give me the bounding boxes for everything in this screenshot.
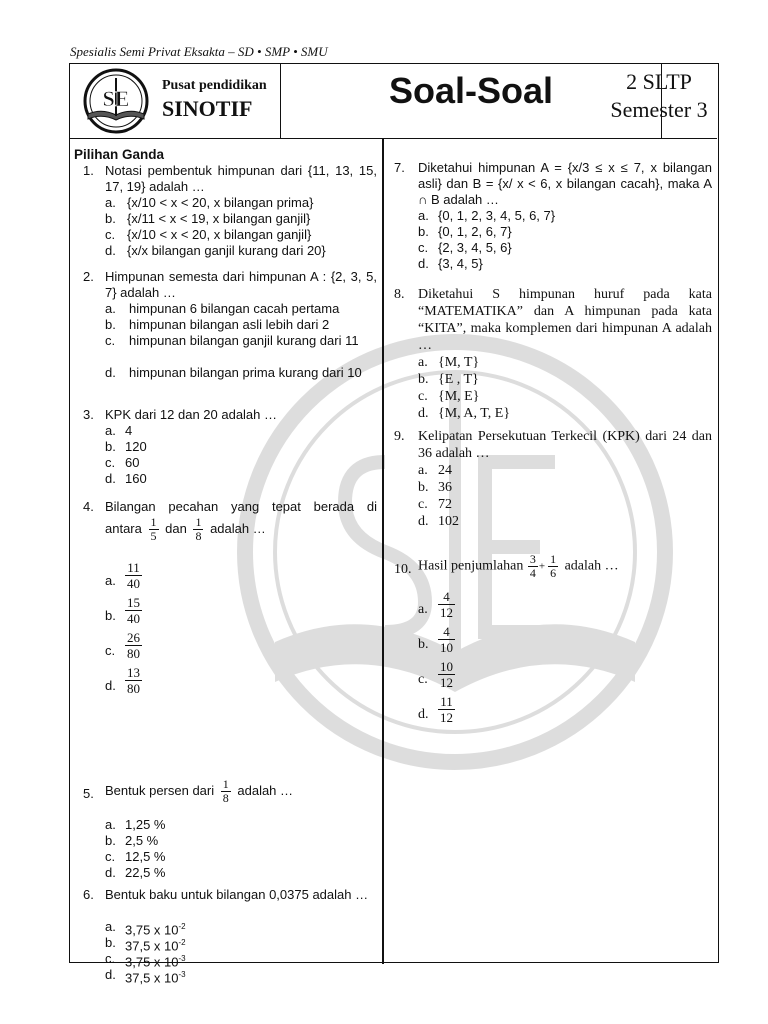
fraction-1-8: $\frac{1}{8}$ [195,515,202,543]
grade-label: 2 SLTP [626,69,692,94]
question-text: KPK dari 12 dan 20 adalah … [105,407,278,422]
page-title: Soal-Soal [388,70,554,111]
column-divider [382,138,384,964]
question-text: Himpunan semesta dari himpunan A : {2, 3, 5, 7} adalah … [105,269,377,300]
question-text: Bentuk persen dari $\frac{1}{8}$ adalah … [105,777,294,805]
fraction-1-5: $\frac{1}{5}$ [150,515,157,543]
fraction-1-8: $\frac{1}{8}$ [222,777,229,805]
question-number: 2. [83,269,94,284]
question-number: 6. [83,887,94,902]
header [70,64,717,139]
question-text-line2: antara $\frac{1}{5}$ dan $\frac{1}{8}$ adalah … [105,515,266,543]
question-number: 4. [83,499,94,514]
tagline: Spesialis Semi Privat Eksakta – SD • SMP • SMU [70,44,328,59]
question-text: Diketahui himpunan A = {x/3 ≤ x ≤ 7, x bilangan asli} dan B = {x/ x < 6, x bilangan cacah}, maka A ∩ B adalah … [418,160,712,207]
question-number: 10. [394,562,412,577]
org-subtitle: Pusat pendidikan [162,78,267,93]
question-number: 1. [83,163,94,178]
question-text: Diketahui S himpunan huruf pada kata “MATEMATIKA” dan A himpunan pada kata “KITA”, maka komplemen dari himpunan A adalah … [418,287,712,353]
org-name: SINOTIF [162,96,253,121]
logo-cell [70,64,281,138]
question-number: 5. [83,786,94,801]
question-number: 3. [83,407,94,422]
question-text: Notasi pembentuk himpunan dari {11, 13, 15, 17, 19} adalah … [105,163,377,194]
logo-text: SE [102,86,130,111]
question-text: Hasil penjumlahan $\frac{3}{4}$ + $\frac{1}{6}$ adalah … [418,552,619,580]
question-text: Bilangan pecahan yang tepat berada di [105,499,377,514]
sinotif-logo-icon [76,68,156,134]
fraction-3-4: $\frac{3}{4}$ [529,552,536,580]
question-text: Kelipatan Persekutuan Terkecil (KPK) dari 24 dan 36 adalah … [418,429,712,461]
worksheet: SE Pusat pendidikan SINOTIF Soal-Soal 2 SLTP Semester 3 Pilihan Ganda 1. Notasi pembentuk himpunan dari {11, 13, 15, 17, 19} adalah … a. {x/10 < x < 20, x bilangan prima} b. {x/11 < x < 19, x bilangan ganjil} c. {x/10 < x < 20, x bilangan ganjil} d. {x/x bilangan ganjil kurang dari 20} 2. Himpunan semesta dari himpunan A : {2, 3, 5, 7} adalah … a. himpunan 6 bilangan cacah pertama b. himpunan bilangan asli lebih dari 2 c. himpunan bilangan ganjil kurang dari 11 d. himpunan bilangan prima kurang dari 10 3. KPK dari 12 dan 20 adalah … a. 4 b. 120 c. 60 d. 160 4. Bilangan pecahan yang tepat berada di antara $\frac{1}{5}$ dan $\frac{1}{8}$ adalah … a. $\frac{11}{40}$ b. $\frac{15}{40}$ c. $\frac{26}{80}$ d. $\frac{13}{80}$ 5. Bentuk persen dari $\frac{1}{8}$ adalah … a. 1,25 % b. 2,5 % c. 12,5 % d. 22,5 % 6. Bentuk baku untuk bilangan 0,0375 adalah … a. 3,75 x $10^{-2}$ b. 37,5 x $10^{-2}$ c. 3,75 x $10^{-3}$ d. 37,5 x $10^{-3}$ 7. Diketahui himpunan A = {x/3 ≤ x ≤ 7, x bilangan asli} dan B = {x/ x < 6, x bilangan cacah}, maka A ∩ B adalah … a. {0, 1, 2, 3, 4, 5, 6, 7} b. {0, 1, 2, 6, 7} c. {2, 3, 4, 5, 6} d. {3, 4, 5} 8. Diketahui S himpunan huruf pada kata “MATEMATIKA” dan A himpunan pada kata “KITA”, maka komplemen dari himpunan A adalah … a. {M, T} b. {E , T} c. {M, E} d. {M, A, T, E} 9. Kelipatan Persekutuan Terkecil (KPK) dari 24 dan 36 adalah … a. 24 b. 36 c. 72 d. 102 10. Hasil penjumlahan $\frac{3}{4}$ + $\frac{1}{6}$ adalah … a. $\frac{4}{12}$ b. $\frac{4}{10}$ c. $\frac{10}{12}$ d. $\frac{11}{12}$ [69,63,719,963]
question-number: 9. [394,429,405,444]
semester-label: Semester 3 [610,97,708,122]
question-number: 8. [394,287,405,302]
question-number: 7. [394,160,405,175]
fraction-1-6: $\frac{1}{6}$ [550,552,557,580]
grade-cell [595,68,723,124]
question-text: Bentuk baku untuk bilangan 0,0375 adalah … [105,887,369,902]
section-title: Pilihan Ganda [74,147,165,162]
